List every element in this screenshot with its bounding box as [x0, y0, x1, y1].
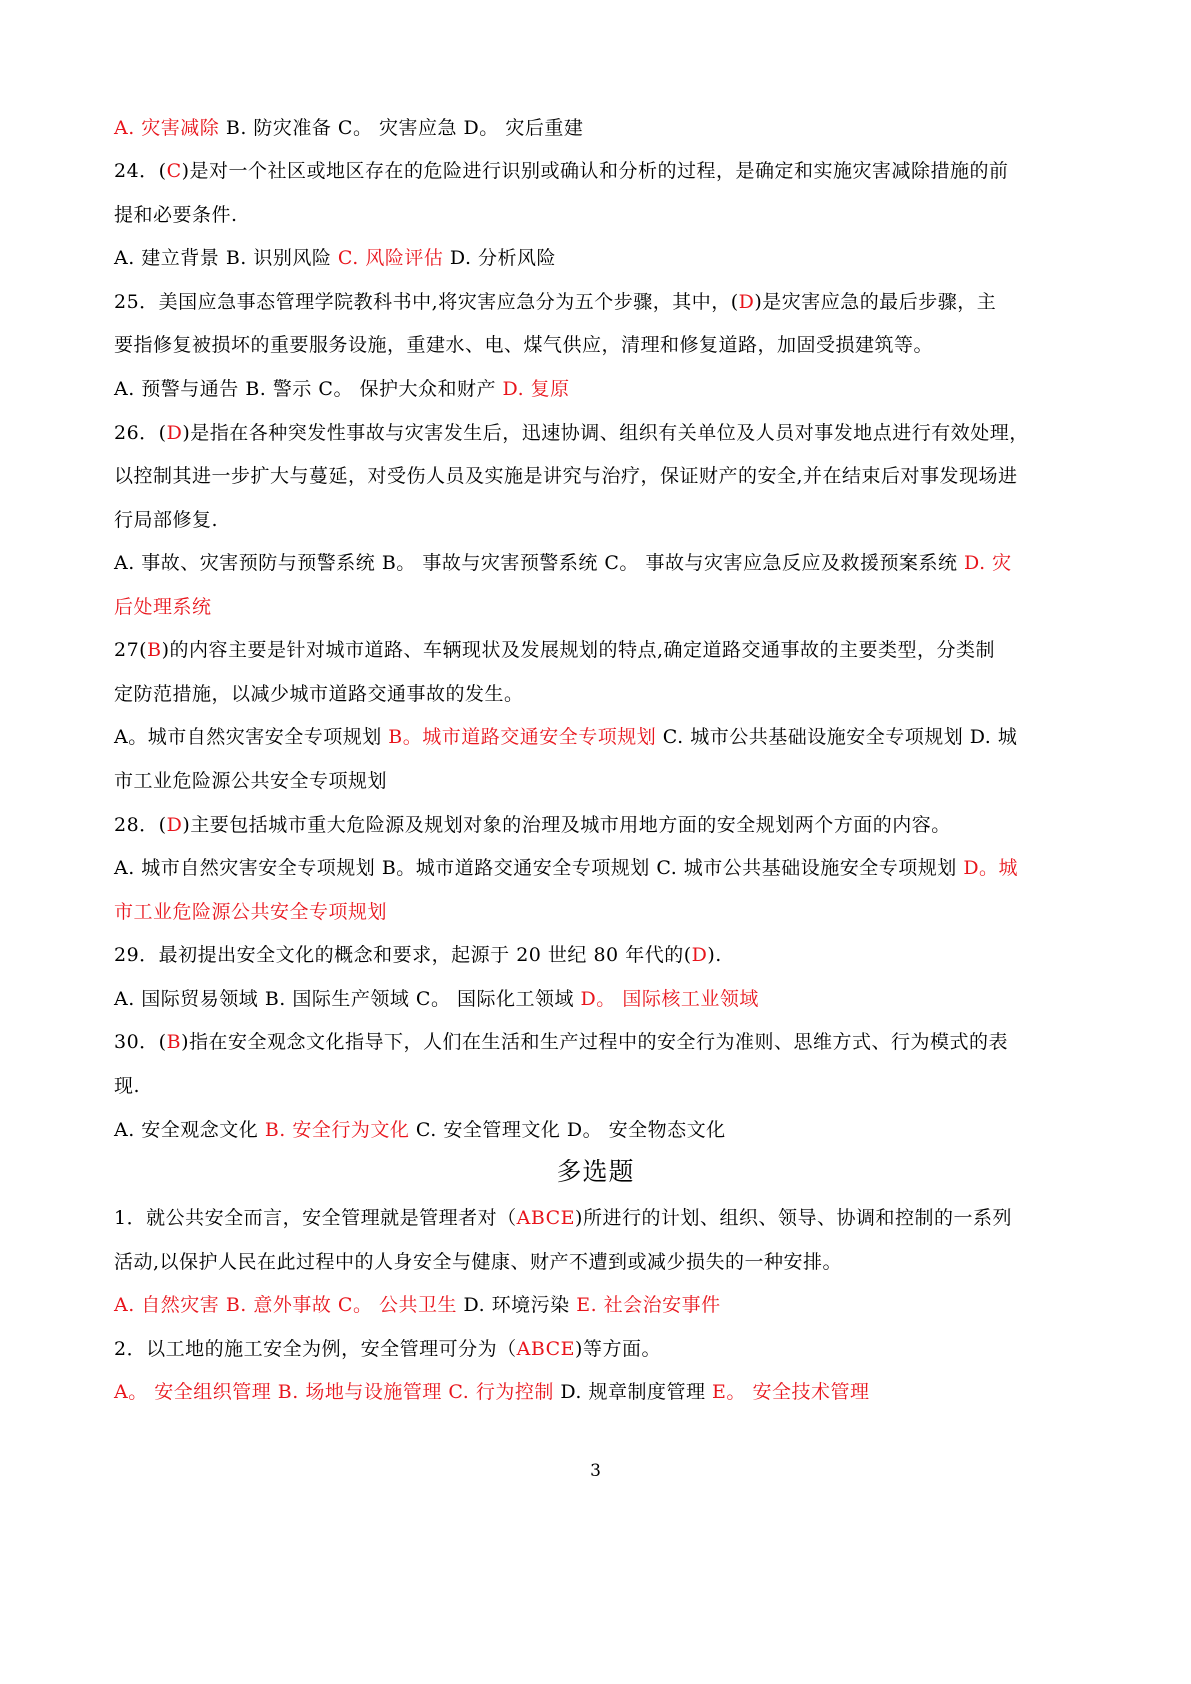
answer-text: ABCE: [516, 1338, 576, 1360]
answer-text: E. 社会治安事件: [576, 1294, 721, 1316]
text-line: [114, 290, 1084, 314]
page-number: 3: [590, 1461, 601, 1481]
body-text: )所进行的计划、组织、领导、协调和控制的一系列: [575, 1207, 1012, 1229]
text-line: [114, 987, 1084, 1011]
answer-text: B. 安全行为文化: [264, 1119, 410, 1141]
body-text: 2．以工地的施工安全为例，安全管理可分为（: [114, 1338, 517, 1360]
body-text: A. 城市自然灾害安全专项规划 B。城市道路交通安全专项规划 C. 城市公共基础设施安全专项规划: [114, 857, 964, 879]
text-line: [114, 1118, 1084, 1142]
text-line: [114, 1030, 1084, 1054]
body-text: 行局部修复.: [114, 509, 219, 531]
text-line: [114, 1293, 1084, 1317]
body-text: 活动,以保护人民在此过程中的人身安全与健康、财产不遭到或减少损失的一种安排。: [114, 1251, 843, 1273]
answer-text: C. 风险评估: [337, 247, 444, 269]
body-text: A。城市自然灾害安全专项规划: [114, 726, 389, 748]
body-text: 现.: [114, 1075, 141, 1097]
section-heading: 多选题: [556, 1157, 635, 1186]
body-text: A. 事故、灾害预防与预警系统 B。 事故与灾害预警系统 C。 事故与灾害应急反应及救援预案系统: [114, 552, 965, 574]
text-line: [114, 1337, 1084, 1361]
body-text: D. 规章制度管理: [553, 1381, 713, 1403]
answer-text: D. 灾: [964, 552, 1012, 574]
body-text: D. 分析风险: [443, 247, 557, 269]
body-text: 29．最初提出安全文化的概念和要求，起源于 20 世纪 80 年代的(: [114, 944, 692, 966]
answer-text: D: [691, 944, 708, 966]
body-text: )是对一个社区或地区存在的危险进行识别或确认和分析的过程，是确定和实施灾害减除措施的前: [181, 160, 1009, 182]
answer-text: B: [166, 1031, 182, 1053]
body-text: D. 环境污染: [457, 1294, 577, 1316]
answer-text: D。城: [963, 857, 1019, 879]
answer-text: D。 国际核工业领域: [580, 988, 759, 1010]
body-text: 30．(: [114, 1031, 167, 1053]
text-line: [114, 725, 1084, 749]
text-line: [114, 1206, 1084, 1230]
answer-text: D: [738, 291, 755, 313]
body-text: 定防范措施，以减少城市道路交通事故的发生。: [114, 683, 524, 705]
text-line: [114, 159, 1084, 183]
answer-text: E。 安全技术管理: [712, 1381, 870, 1403]
text-line: [114, 682, 1084, 706]
answer-text: 市工业危险源公共安全专项规划: [114, 901, 388, 923]
answer-text: D: [166, 814, 183, 836]
text-line: [114, 1380, 1084, 1404]
text-line: [114, 1250, 1084, 1274]
text-line: [114, 813, 1084, 837]
answer-text: D: [166, 422, 183, 444]
body-text: 26．(: [114, 422, 167, 444]
text-line: [114, 551, 1084, 575]
body-text: 市工业危险源公共安全专项规划: [114, 770, 388, 792]
text-line: [114, 377, 1084, 401]
answer-text: ABCE: [516, 1207, 576, 1229]
body-text: ).: [707, 944, 722, 966]
body-text: 1．就公共安全而言，安全管理就是管理者对（: [114, 1207, 517, 1229]
body-text: 以控制其进一步扩大与蔓延，对受伤人员及实施是讲究与治疗，保证财产的安全,并在结束后对事发现场进: [114, 465, 1018, 487]
answer-text: A. 自然灾害 B. 意外事故 C。 公共卫生: [114, 1294, 457, 1316]
text-line: [114, 203, 1084, 227]
text-line: [114, 116, 1084, 140]
text-line: [114, 246, 1084, 270]
body-text: 24．(: [114, 160, 167, 182]
answer-text: A。 安全组织管理 B. 场地与设施管理 C. 行为控制: [114, 1381, 554, 1403]
text-line: [114, 421, 1084, 445]
answer-text: B。城市道路交通安全专项规划: [388, 726, 657, 748]
text-line: [114, 595, 1084, 619]
body-text: C. 城市公共基础设施安全专项规划 D. 城: [656, 726, 1018, 748]
body-text: 要指修复被损坏的重要服务设施，重建水、电、煤气供应，清理和修复道路，加固受损建筑等。: [114, 334, 934, 356]
answer-text: C: [166, 160, 182, 182]
body-text: 28．(: [114, 814, 167, 836]
body-text: B. 防灾准备 C。 灾害应急 D。 灾后重建: [219, 117, 584, 139]
body-text: 27(: [114, 639, 148, 661]
text-line: [114, 769, 1084, 793]
text-line: [114, 1074, 1084, 1098]
body-text: A. 预警与通告 B. 警示 C。 保护大众和财产: [114, 378, 503, 400]
body-text: 提和必要条件.: [114, 204, 238, 226]
body-text: )指在安全观念文化指导下，人们在生活和生产过程中的安全行为准则、思维方式、行为模式的表: [181, 1031, 1008, 1053]
text-line: [114, 333, 1084, 357]
body-text: )是指在各种突发性事故与灾害发生后，迅速协调、组织有关单位及人员对事发地点进行有效处理，: [182, 422, 1029, 444]
body-text: )主要包括城市重大危险源及规划对象的治理及城市用地方面的安全规划两个方面的内容。: [182, 814, 951, 836]
text-line: [114, 900, 1084, 924]
body-text: A. 建立背景 B. 识别风险: [114, 247, 338, 269]
text-line: [114, 464, 1084, 488]
answer-text: D. 复原: [502, 378, 570, 400]
text-line: [114, 856, 1084, 880]
body-text: A. 安全观念文化: [114, 1119, 265, 1141]
answer-text: B: [147, 639, 162, 661]
answer-text: 后处理系统: [114, 596, 212, 618]
text-line: [114, 638, 1084, 662]
body-text: )等方面。: [575, 1338, 661, 1360]
body-text: C. 安全管理文化 D。 安全物态文化: [409, 1119, 726, 1141]
text-line: [114, 943, 1084, 967]
body-text: )是灾害应急的最后步骤，主: [754, 291, 997, 313]
body-text: )的内容主要是针对城市道路、车辆现状及发展规划的特点,确定道路交通事故的主要类型，分类制: [161, 639, 996, 661]
text-line: [114, 508, 1084, 532]
answer-text: A. 灾害减除: [114, 117, 220, 139]
body-text: A. 国际贸易领域 B. 国际生产领域 C。 国际化工领域: [114, 988, 581, 1010]
body-text: 25．美国应急事态管理学院教科书中,将灾害应急分为五个步骤，其中，(: [114, 291, 739, 313]
